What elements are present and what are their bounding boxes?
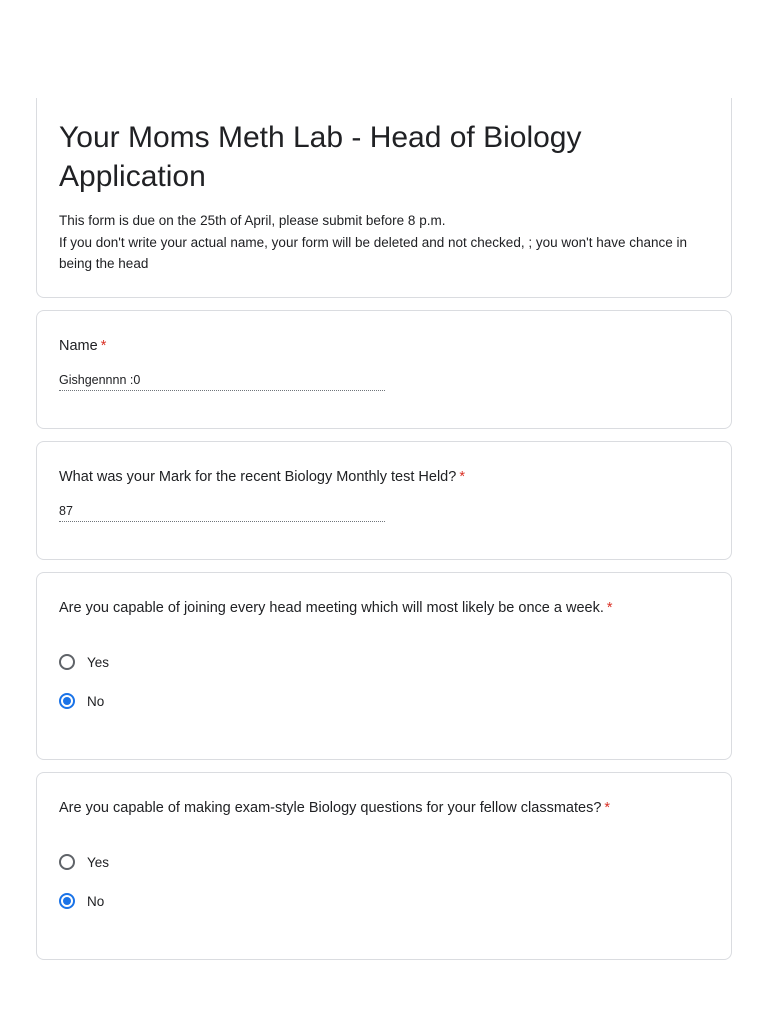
question-title-text: Are you capable of making exam-style Biology questions for your fellow classmates?: [59, 800, 602, 816]
radio-option-no[interactable]: [59, 690, 709, 712]
radio-button-unchecked[interactable]: [59, 654, 75, 670]
name-input[interactable]: Gishgennnn :0: [59, 372, 385, 391]
question-title: [59, 798, 709, 818]
form-description-line: If you don't write your actual name, your form will be deleted and not checked, ; you won't have chance in being the head: [59, 234, 688, 271]
mark-input[interactable]: 87: [59, 503, 385, 522]
question-card-name: [36, 310, 732, 429]
required-asterisk: *: [100, 338, 107, 354]
radio-label: No: [87, 893, 105, 909]
radio-label: No: [87, 693, 105, 709]
required-asterisk: *: [604, 800, 611, 816]
radio-option-no[interactable]: [59, 890, 709, 912]
question-title-text: Name: [59, 338, 98, 354]
radio-button-unchecked[interactable]: [59, 854, 75, 870]
form-header-card: [36, 98, 732, 298]
question-title-text: What was your Mark for the recent Biology Monthly test Held?: [59, 469, 457, 485]
radio-label: Yes: [87, 854, 110, 870]
question-card-exam-questions: [36, 772, 732, 960]
question-title: [59, 598, 709, 618]
question-title-text: Are you capable of joining every head meeting which will most likely be once a week.: [59, 600, 604, 616]
question-title: [59, 467, 709, 487]
radio-option-yes[interactable]: [59, 851, 709, 873]
form-description: [59, 210, 709, 275]
radio-button-checked[interactable]: [59, 693, 75, 709]
radio-option-yes[interactable]: [59, 651, 709, 673]
radio-button-checked[interactable]: [59, 893, 75, 909]
question-title: [59, 336, 709, 356]
form-title: Your Moms Meth Lab - Head of Biology Application: [59, 121, 582, 193]
required-asterisk: *: [459, 469, 465, 485]
question-card-mark: [36, 441, 732, 560]
question-card-meetings: [36, 572, 732, 760]
form-description-line: This form is due on the 25th of April, please submit before 8 p.m.: [59, 213, 446, 228]
required-asterisk: *: [606, 600, 613, 616]
radio-label: Yes: [87, 654, 110, 670]
